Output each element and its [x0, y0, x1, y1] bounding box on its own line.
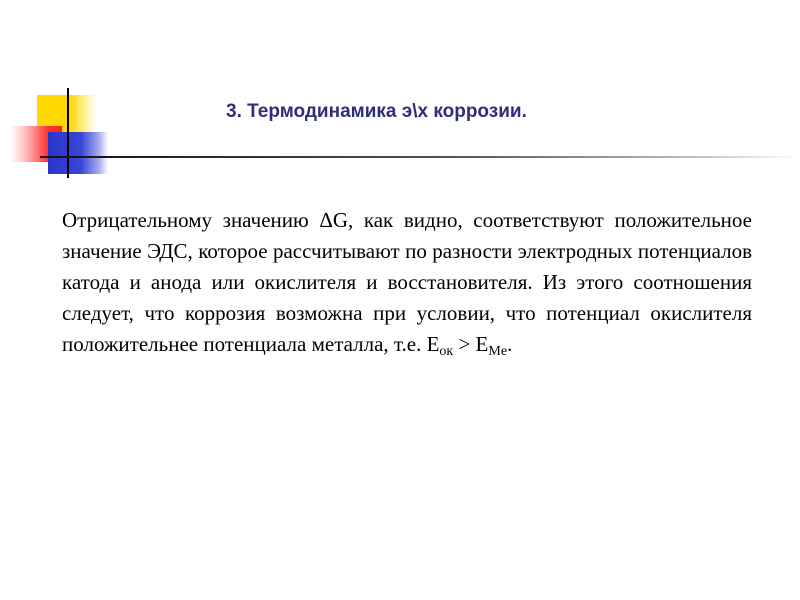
blue-square: [48, 132, 108, 174]
body-end: .: [507, 332, 513, 356]
slide-title: 3. Термодинамика э\х коррозии.: [226, 101, 527, 122]
vertical-line: [67, 88, 69, 178]
body-text: [62, 205, 752, 360]
comparator-text: > E: [453, 332, 489, 356]
subscript-ok: ок: [439, 344, 454, 359]
subscript-me: Me: [488, 344, 508, 359]
body-main-text: Отрицательному значению ΔG, как видно, соответствуют положительное значение ЭДС, которое рассчитывают по разности электродных потенциалов катода и анода или окислителя и восстановителя. Из этого соотношения следует, что коррозия возможна при условии, что потенциал окислителя положительнее потенциала металла, т.е. E: [62, 208, 752, 356]
decorative-squares: [0, 0, 800, 200]
horizontal-line: [40, 156, 800, 158]
